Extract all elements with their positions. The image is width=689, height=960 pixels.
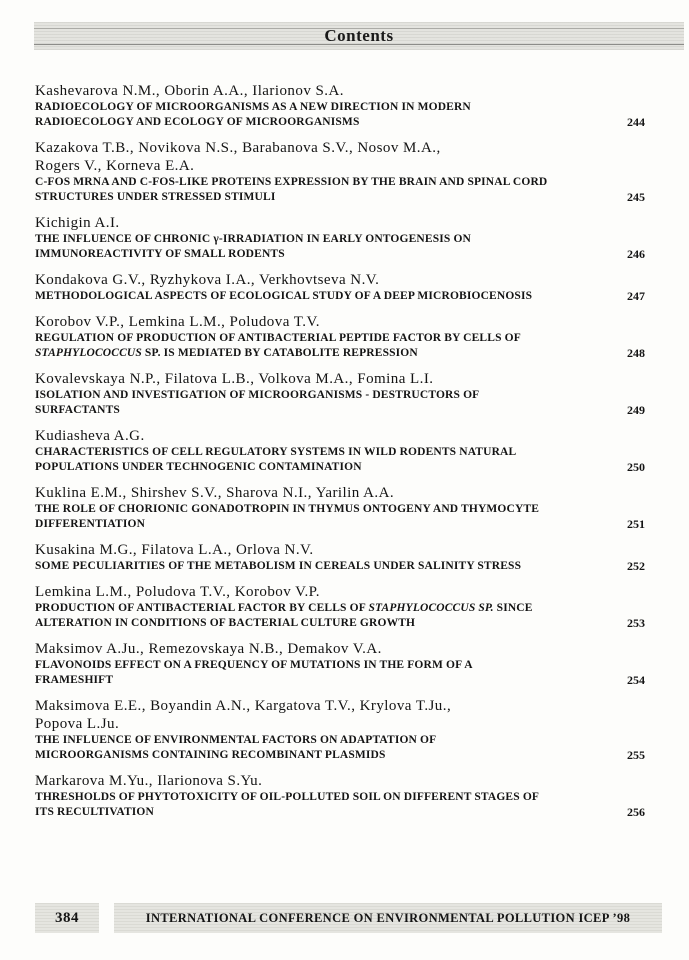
entry-page-number: 246 bbox=[627, 247, 645, 261]
entry-authors: Korobov V.P., Lemkina L.M., Poludova T.V. bbox=[35, 314, 320, 330]
toc-entry bbox=[35, 82, 645, 130]
entry-page-number: 249 bbox=[627, 403, 645, 417]
entry-title: THE ROLE OF CHORIONIC GONADOTROPIN IN THYMUS ONTOGENY AND THYMOCYTE DIFFERENTIATION bbox=[35, 503, 540, 530]
entry-authors: Kashevarova N.M., Oborin A.A., Ilarionov S.A. bbox=[35, 83, 344, 99]
toc-entry bbox=[35, 313, 645, 361]
entry-title: CHARACTERISTICS OF CELL REGULATORY SYSTEMS IN WILD RODENTS NATURAL POPULATIONS UNDER TECHNOGENIC CONTAMINATION bbox=[35, 446, 517, 473]
toc-entry bbox=[35, 640, 645, 688]
entry-text bbox=[35, 583, 593, 631]
toc-entry bbox=[35, 214, 645, 262]
entry-text bbox=[35, 271, 593, 304]
entry-authors: Maksimov A.Ju., Remezovskaya N.B., Demakov V.A. bbox=[35, 641, 382, 657]
entry-text bbox=[35, 484, 593, 532]
entry-title: THE INFLUENCE OF CHRONIC γ-IRRADIATION IN EARLY ONTOGENESIS ON IMMUNOREACTIVITY OF SMALL RODENTS bbox=[35, 233, 471, 260]
entry-page-number: 255 bbox=[627, 748, 645, 762]
entry-text bbox=[35, 82, 593, 130]
toc-entry bbox=[35, 427, 645, 475]
entry-page-number: 254 bbox=[627, 673, 645, 687]
entry-authors: Markarova M.Yu., Ilarionova S.Yu. bbox=[35, 773, 263, 789]
entry-page-number: 250 bbox=[627, 460, 645, 474]
entry-text bbox=[35, 541, 593, 574]
footer-page-number: 384 bbox=[35, 903, 99, 933]
entry-text bbox=[35, 427, 593, 475]
entry-text bbox=[35, 772, 593, 820]
page-title: Contents bbox=[324, 26, 394, 45]
entry-title: REGULATION OF PRODUCTION OF ANTIBACTERIAL PEPTIDE FACTOR BY CELLS OF STAPHYLOCOCCUS SP. IS MEDIATED BY CATABOLITE REPRESSION bbox=[35, 332, 521, 359]
toc-list bbox=[35, 82, 645, 829]
entry-page-number: 252 bbox=[627, 559, 645, 573]
entry-title: C-FOS MRNA AND C-FOS-LIKE PROTEINS EXPRESSION BY THE BRAIN AND SPINAL CORD STRUCTURES UNDER STRESSED STIMULI bbox=[35, 176, 548, 203]
entry-authors: Kuklina E.M., Shirshev S.V., Sharova N.I., Yarilin A.A. bbox=[35, 485, 395, 501]
entry-title: THRESHOLDS OF PHYTOTOXICITY OF OIL-POLLUTED SOIL ON DIFFERENT STAGES OF ITS RECULTIVATION bbox=[35, 791, 540, 818]
toc-entry bbox=[35, 370, 645, 418]
footer-conference-band bbox=[114, 903, 662, 933]
contents-header-band bbox=[34, 22, 684, 50]
entry-authors: Kusakina M.G., Filatova L.A., Orlova N.V. bbox=[35, 542, 314, 558]
page-footer bbox=[35, 903, 662, 933]
entry-text bbox=[35, 697, 593, 763]
entry-title: PRODUCTION OF ANTIBACTERIAL FACTOR BY CELLS OF STAPHYLOCOCCUS SP. SINCE ALTERATION IN CONDITIONS OF BACTERIAL CULTURE GROWTH bbox=[35, 602, 533, 629]
toc-entry bbox=[35, 541, 645, 574]
entry-authors: Kichigin A.I. bbox=[35, 215, 120, 231]
entry-text bbox=[35, 214, 593, 262]
toc-entry bbox=[35, 484, 645, 532]
entry-authors: Kondakova G.V., Ryzhykova I.A., Verkhovtseva N.V. bbox=[35, 272, 380, 288]
entry-page-number: 245 bbox=[627, 190, 645, 204]
entry-authors: Lemkina L.M., Poludova T.V., Korobov V.P. bbox=[35, 584, 320, 600]
entry-title: METHODOLOGICAL ASPECTS OF ECOLOGICAL STUDY OF A DEEP MICROBIOCENOSIS bbox=[35, 290, 533, 302]
toc-entry bbox=[35, 697, 645, 763]
entry-authors: Kudiasheva A.G. bbox=[35, 428, 145, 444]
entry-page-number: 248 bbox=[627, 346, 645, 360]
entry-text bbox=[35, 313, 593, 361]
footer-conference-title: INTERNATIONAL CONFERENCE ON ENVIRONMENTAL POLLUTION ICEP ’98 bbox=[145, 910, 631, 925]
entry-text bbox=[35, 370, 593, 418]
entry-authors: Kovalevskaya N.P., Filatova L.B., Volkova M.A., Fomina L.I. bbox=[35, 371, 434, 387]
entry-authors: Maksimova E.E., Boyandin A.N., Kargatova T.V., Krylova T.Ju., Popova L.Ju. bbox=[35, 698, 452, 732]
entry-text bbox=[35, 139, 593, 205]
entry-text bbox=[35, 640, 593, 688]
entry-page-number: 251 bbox=[627, 517, 645, 531]
toc-entry bbox=[35, 772, 645, 820]
toc-entry bbox=[35, 271, 645, 304]
entry-page-number: 256 bbox=[627, 805, 645, 819]
entry-title: SOME PECULIARITIES OF THE METABOLISM IN CEREALS UNDER SALINITY STRESS bbox=[35, 560, 522, 572]
entry-title: THE INFLUENCE OF ENVIRONMENTAL FACTORS ON ADAPTATION OF MICROORGANISMS CONTAINING RECOMBINANT PLASMIDS bbox=[35, 734, 437, 761]
entry-authors: Kazakova T.B., Novikova N.S., Barabanova S.V., Nosov M.A., Rogers V., Korneva E.A. bbox=[35, 140, 441, 174]
entry-page-number: 244 bbox=[627, 115, 645, 129]
toc-entry bbox=[35, 583, 645, 631]
entry-title: RADIOECOLOGY OF MICROORGANISMS AS A NEW DIRECTION IN MODERN RADIOECOLOGY AND ECOLOGY OF MICROORGANISMS bbox=[35, 101, 471, 128]
toc-entry bbox=[35, 139, 645, 205]
entry-page-number: 247 bbox=[627, 289, 645, 303]
entry-title: FLAVONOIDS EFFECT ON A FREQUENCY OF MUTATIONS IN THE FORM OF A FRAMESHIFT bbox=[35, 659, 473, 686]
entry-title: ISOLATION AND INVESTIGATION OF MICROORGANISMS - DESTRUCTORS OF SURFACTANTS bbox=[35, 389, 480, 416]
entry-page-number: 253 bbox=[627, 616, 645, 630]
